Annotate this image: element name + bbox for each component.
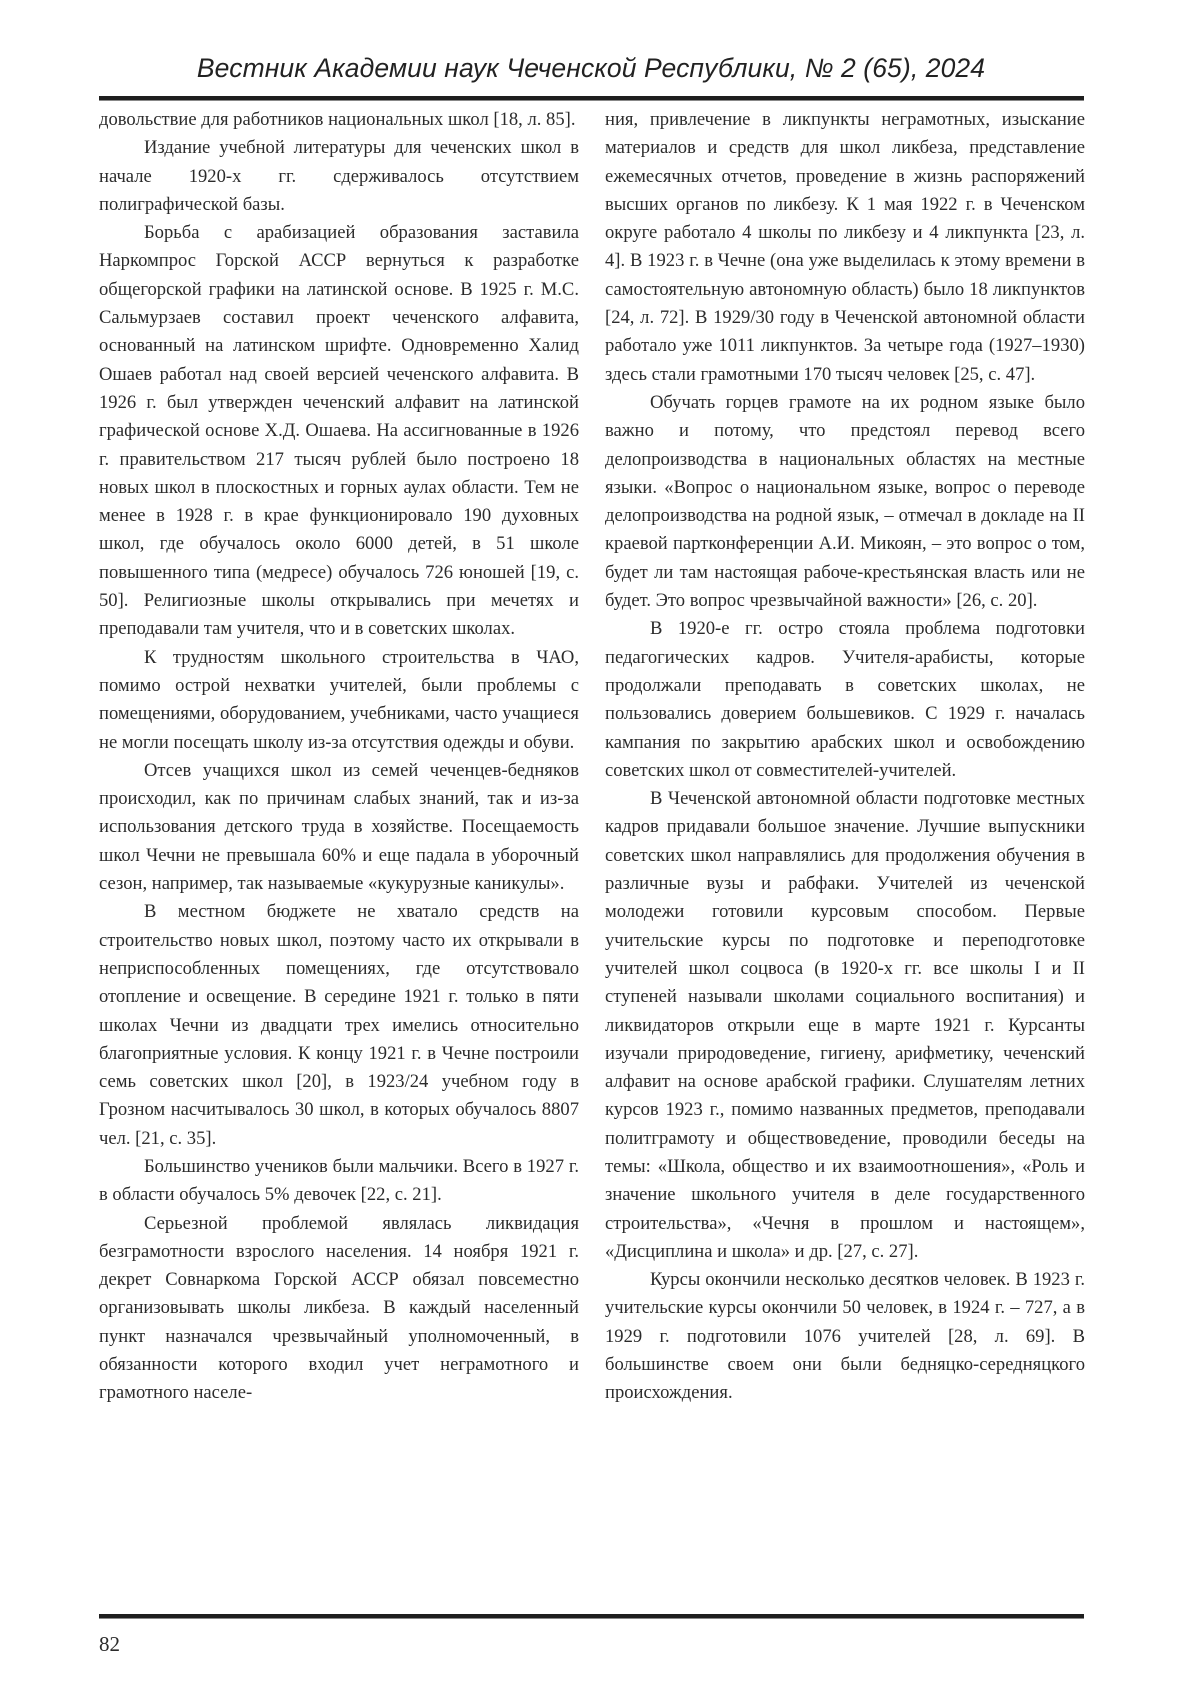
paragraph: Серьезной проблемой являлась ликвидация безграмотности взрослого населения. 14 ноября 1921 г. декрет Совнаркома Горской АССР обязал повсеместно организовывать школы ликбеза. В каждый населенный пункт назначался чрезвычайный уполномоченный, в обязанности которого входил учет неграмотного и грамотного населе- [99, 1212, 579, 1404]
left-column [99, 106, 579, 1408]
paragraph: Борьба с арабизацией образования заставила Наркомпрос Горской АССР вернуться к разработке общегорской графики на латинской основе. В 1925 г. М.С. Сальмурзаев составил проект чеченского алфавита, основанный на латинском шрифте. Одновременно Халид Ошаев работал над своей версией чеченского алфавита. В 1926 г. был утвержден чеченский алфавит на латинской графической основе Х.Д. Ошаева. На ассигнованные в 1926 г. правительством 217 тысяч рублей было построено 18 новых школ в плоскостных и горных аулах области. Тем не менее в 1928 г. в крае функционировало 190 духовных школ, где обучалось около 6000 детей, в 51 школе повышенного типа (медресе) обучалось 726 юношей [19, с. 50]. Религиозные школы открывались при мечетях и преподавали там учителя, что и в советских школах. [99, 222, 579, 640]
paragraph: Отсев учащихся школ из семей чеченцев-бедняков происходил, как по причинам слабых знаний, так и из-за использования детского труда в хозяйстве. Посещаемость школ Чечни не превышала 60% и еще падала в уборочный сезон, например, так называемые «кукурузные каникулы». [99, 759, 579, 895]
paragraph: К трудностям школьного строительства в ЧАО, помимо острой нехватки учителей, были проблемы с помещениями, оборудованием, учебниками, часто учащиеся не могли посещать школу из-за отсутствия одежды и обуви. [99, 646, 579, 753]
paragraph: В 1920-е гг. остро стояла проблема подготовки педагогических кадров. Учителя-арабисты, которые продолжали преподавать в советских школах, не пользовались доверием большевиков. С 1929 г. началась кампания по закрытию арабских школ и освобождению советских школ от совместителей-учителей. [605, 618, 1085, 781]
paragraph: Обучать горцев грамоте на их родном языке было важно и потому, что предстоял перевод всего делопроизводства в национальных областях на местные языки. «Вопрос о национальном языке, вопрос о переводе делопроизводства на родной язык, – отмечал в докладе на II краевой партконференции А.И. Микоян, – это вопрос о том, будет ли там настоящая рабоче-крестьянская власть или не будет. Это вопрос чрезвычайной важности» [26, с. 20]. [605, 391, 1085, 612]
paragraph: ния, привлечение в ликпункты неграмотных, изыскание материалов и средств для школ ликбеза, представление ежемесячных отчетов, проведение в жизнь распоряжений высших органов по ликбезу. К 1 мая 1922 г. в Чеченском округе работало 4 школы по ликбезу и 4 ликпункта [23, л. 4]. В 1923 г. в Чечне (она уже выделилась к этому времени в самостоятельную автономную область) было 18 ликпунктов [24, л. 72]. В 1929/30 году в Чеченской автономной области работало уже 1011 ликпунктов. За четыре года (1927–1930) здесь стали грамотными 170 тысяч человек [25, с. 47]. [605, 109, 1085, 385]
header-rule [99, 96, 1084, 101]
paragraph: В Чеченской автономной области подготовке местных кадров придавали большое значение. Лучшие выпускники советских школ направлялись для продолжения обучения в различные вузы и рабфаки. Учителей из чеченской молодежи готовили курсовым способом. Первые учительские курсы по подготовке и переподготовке учителей школ соцвоса (в 1920-х гг. все школы I и II ступеней называли школами социального воспитания) и ликвидаторов открыли еще в марте 1921 г. Курсанты изучали природоведение, гигиену, арифметику, чеченский алфавит на основе арабской графики. Слушателям летних курсов 1923 г., помимо названных предметов, преподавали политграмоту и обществоведение, проводили беседы на темы: «Школа, общество и их взаимоотношения», «Роль и значение школьного учителя в деле государственного строительства», «Чечня в прошлом и настоящем», «Дисциплина и школа» и др. [27, с. 27]. [605, 788, 1085, 1262]
right-column [605, 106, 1085, 1408]
paragraph: Большинство учеников были мальчики. Всего в 1927 г. в области обучалось 5% девочек [22, с. 21]. [99, 1155, 579, 1206]
paragraph: Издание учебной литературы для чеченских школ в начале 1920-х гг. сдерживалось отсутствием полиграфической базы. [99, 137, 579, 215]
paragraph: довольствие для работников национальных школ [18, л. 85]. [99, 109, 576, 130]
paragraph: В местном бюджете не хватало средств на строительство новых школ, поэтому часто их открывали в неприспособленных помещениях, где отсутствовало отопление и освещение. В середине 1921 г. только в пяти школах Чечни из двадцати трех имелись относительно благоприятные условия. К концу 1921 г. в Чечне построили семь советских школ [20], в 1923/24 учебном году в Грозном насчитывалось 30 школ, в которых обучалось 8807 чел. [21, с. 35]. [99, 901, 579, 1149]
page-number: 82 [99, 1632, 120, 1656]
journal-running-header: Вестник Академии наук Чеченской Республики, № 2 (65), 2024 [196, 53, 986, 83]
paragraph: Курсы окончили несколько десятков человек. В 1923 г. учительские курсы окончили 50 человек, в 1924 г. – 727, а в 1929 г. подготовили 1076 учителей [28, л. 69]. В большинстве своем они были бедняцко-середняцкого происхождения. [605, 1269, 1085, 1404]
footer-rule [99, 1614, 1084, 1619]
